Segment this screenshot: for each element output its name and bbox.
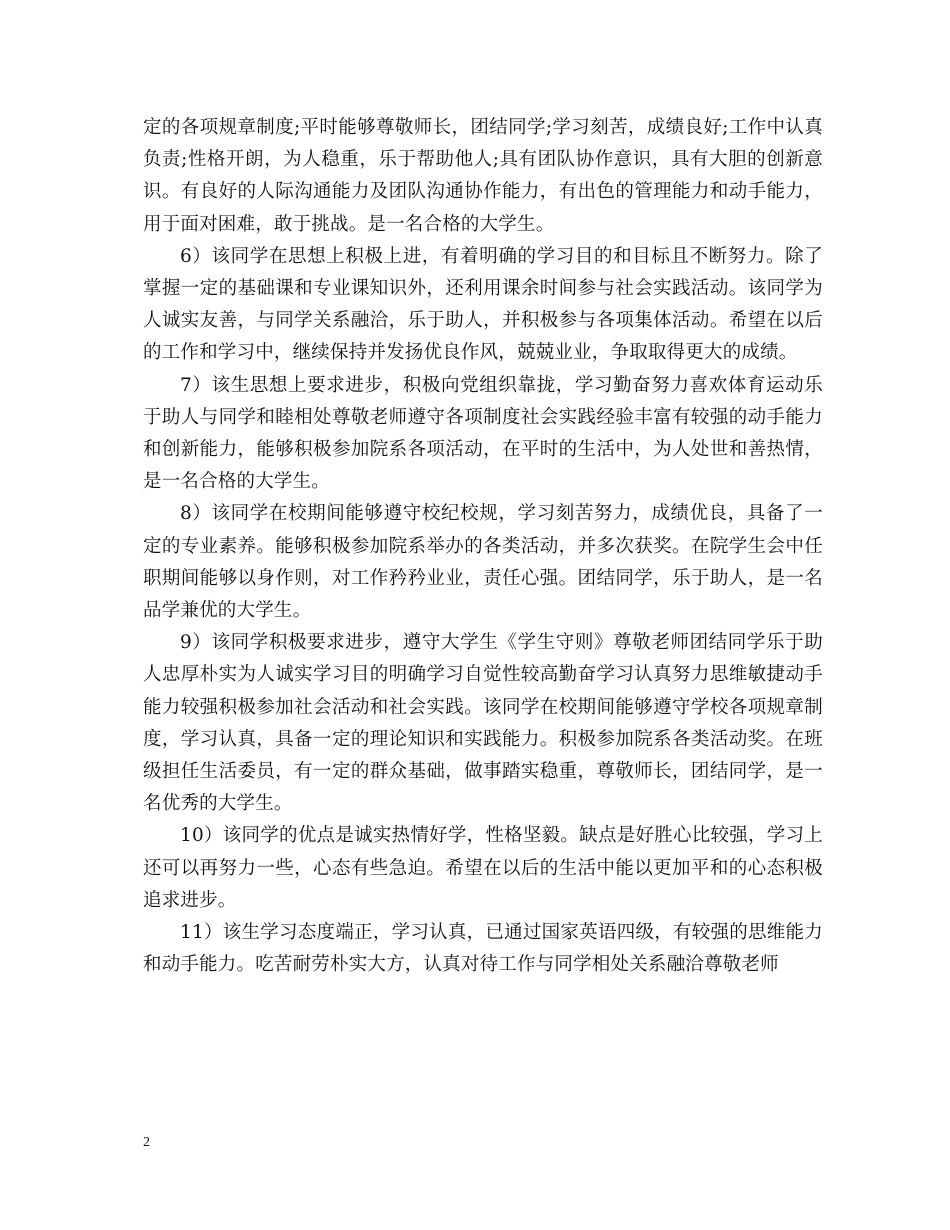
paragraph-item-11: 11）该生学习态度端正，学习认真，已通过国家英语四级，有较强的思维能力和动手能力。吃苦耐劳朴实大方，认真对待工作与同学相处关系融洽尊敬老师 [143, 922, 823, 976]
paragraph-continuation: 定的各项规章制度;平时能够尊敬师长，团结同学;学习刻苦，成绩良好;工作中认真负责;性格开朗，为人稳重，乐于帮助他人;具有团队协作意识，具有大胆的创新意识。有良好的人际沟通能力及团队沟通协作能力，有出色的管理能力和动手能力，用于面对困难，敢于挑战。是一名合格的大学生。 [143, 117, 823, 235]
paragraph-item-10: 10）该同学的优点是诚实热情好学，性格坚毅。缺点是好胜心比较强，学习上还可以再努力一些，心态有些急迫。希望在以后的生活中能以更加平和的心态积极追求进步。 [143, 825, 823, 911]
paragraph-item-6: 6）该同学在思想上积极上进，有着明确的学习目的和目标且不断努力。除了掌握一定的基础课和专业课知识外，还利用课余时间参与社会实践活动。该同学为人诚实友善，与同学关系融洽，乐于助人，并积极参与各项集体活动。希望在以后的工作和学习中，继续保持并发扬优良作风，兢兢业业，争取取得更大的成绩。 [143, 245, 823, 364]
paragraph-item-9: 9）该同学积极要求进步，遵守大学生《学生守则》尊敬老师团结同学乐于助人忠厚朴实为人诚实学习目的明确学习自觉性较高勤奋学习认真努力思维敏捷动手能力较强积极参加社会活动和社会实践。该同学在校期间能够遵守学校各项规章制度，学习认真，具备一定的理论知识和实践能力。积极参加院系各类活动奖。在班级担任生活委员，有一定的群众基础，做事踏实稳重，尊敬师长，团结同学，是一名优秀的大学生。 [143, 632, 823, 815]
document-page [143, 112, 823, 981]
paragraph-item-7: 7）该生思想上要求进步，积极向党组织靠拢，学习勤奋努力喜欢体育运动乐于助人与同学和睦相处尊敬老师遵守各项制度社会实践经验丰富有较强的动手能力和创新能力，能够积极参加院系各项活动，在平时的生活中，为人处世和善热情，是一名合格的大学生。 [143, 374, 823, 493]
page-number: 2 [143, 1135, 150, 1150]
paragraph-item-8: 8）该同学在校期间能够遵守校纪校规，学习刻苦努力，成绩优良，具备了一定的专业素养。能够积极参加院系举办的各类活动，并多次获奖。在院学生会中任职期间能够以身作则，对工作矜矜业业，责任心强。团结同学，乐于助人，是一名品学兼优的大学生。 [143, 503, 823, 622]
